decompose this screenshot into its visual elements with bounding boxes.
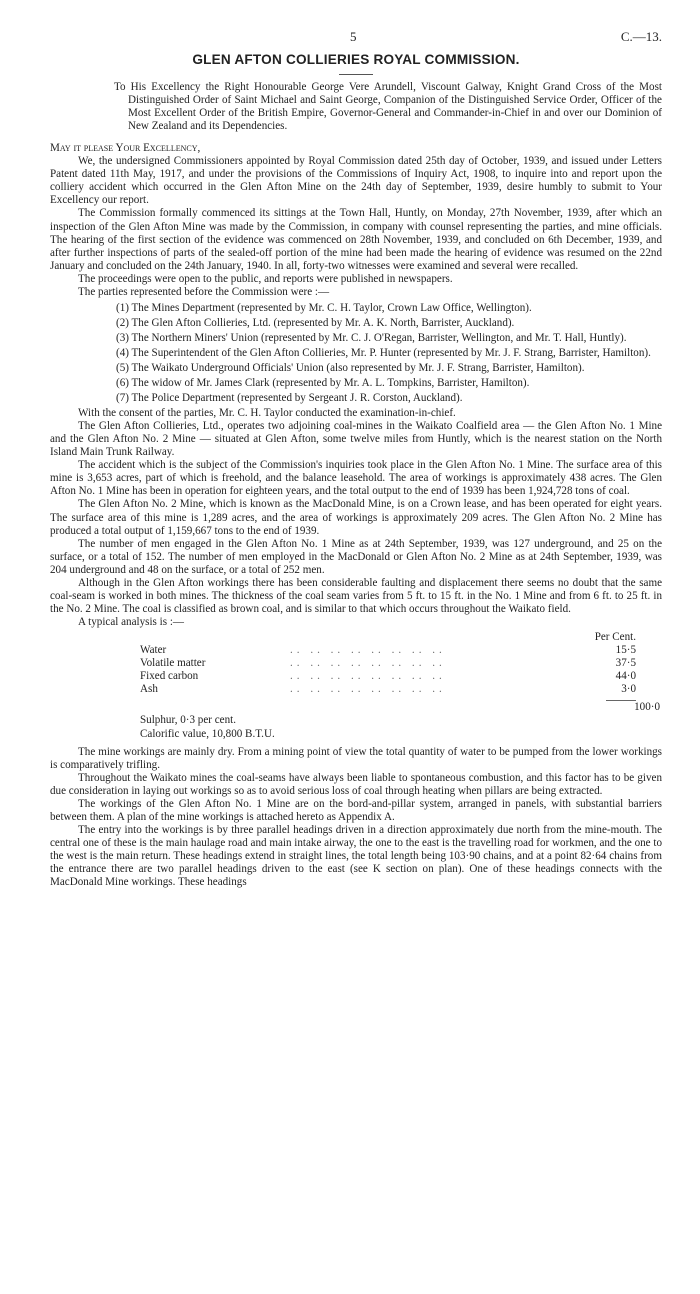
paragraph: Although in the Glen Afton workings there has been considerable faulting and displacement there seems no doubt that the same coal-seam is worked in both mines. The thickness of the coal seam varies from 5 ft. to 15 ft. in the No. 1 Mine and from 6 ft. to 25 ft. in the No. 2 Mine. The coal is classified as brown coal, and is similar to that which occurs throughout the Waikato field. [50,576,662,615]
analysis-value: 3·0 [621,683,636,696]
paragraph: The entry into the workings is by three parallel headings driven in a direction approximately due north from the mine-mouth. The central one of these is the main haulage road and main intake airway, the one to the east is the travelling road for workmen, and the one to the west is the main return. These headings extend in straight lines, the total length being 103·90 chains, and at a point 82·64 chains from the entrance there are two parallel headings driven to the east (see K section on plan). One of these headings connects with the MacDonald Mine workings. These headings [50,823,662,889]
paragraph: With the consent of the parties, Mr. C. H. Taylor conducted the examination-in-chief. [78,407,456,420]
parties-list [50,302,662,405]
paragraph: The Glen Afton Collieries, Ltd., operates two adjoining coal-mines in the Waikato Coalfield area — the Glen Afton No. 1 Mine and the Glen Afton No. 2 Mine — situated at Glen Afton, some twelve miles from Huntly, which is the nearest station on the North Island Main Trunk Railway. [50,420,662,459]
salutation: May it please Your Excellency, [50,142,201,155]
calorific-line: Calorific value, 10,800 B.T.U. [140,727,275,740]
workings-section [50,746,662,890]
leader-dots: .. .. .. .. .. .. .. .. [290,670,446,683]
paragraph: The Commission formally commenced its sittings at the Town Hall, Huntly, on Monday, 27th November, 1939, after which an inspection of the Glen Afton Mine was made by the Commission, in company with counsel representing the parties, and mine officials. The hearing of the first section of the evidence was commenced on 28th November, 1939, and concluded on 6th December, 1939, and after further inspections of parts of the sealed-off portion of the mine had been made the hearing of evidence was resumed on the 22nd January and concluded on the 24th January, 1940. In all, forty-two witnesses were examined and several were recalled. [50,207,662,272]
list-item: (4) The Superintendent of the Glen Afton Collieries, Mr. P. Hunter (represented by Mr. J. F. Strang, Barrister, Hamilton). [116,346,651,359]
list-item: (3) The Northern Miners' Union (represented by Mr. C. J. O'Regan, Barrister, Wellington, and Mr. T. Hall, Huntly). [116,331,627,344]
list-item: (1) The Mines Department (represented by Mr. C. H. Taylor, Crown Law Office, Wellington). [116,301,532,314]
title-rule [339,74,373,75]
analysis-label: Ash [140,683,158,696]
document-reference: C.—13. [620,29,662,44]
analysis-label: Fixed carbon [140,670,199,683]
address-paragraph: To His Excellency the Right Honourable George Vere Arundell, Viscount Galway, Knight Grand Cross of the Most Distinguished Order of Saint Michael and Saint George, Companion of the Distinguished Service Order, Officer of the Most Excellent Order of the British Empire, Governor-General and Commander-in-Chief in and over our Dominion of New Zealand and its Dependencies. [114,81,662,133]
analysis-total: 100·0 [634,701,660,714]
intro-section [50,155,662,299]
analysis-table [140,631,660,715]
leader-dots: .. .. .. .. .. .. .. .. [290,644,446,657]
list-item: (7) The Police Department (represented by Sergeant J. R. Corston, Auckland). [116,392,463,405]
analysis-value: 15·5 [615,644,636,657]
paragraph: Throughout the Waikato mines the coal-seams have always been liable to spontaneous combustion, and this factor has to be given due consideration in laying out workings so as to avoid serious loss of coal through heating when pillars are being extracted. [50,771,662,797]
analysis-label: Water [140,644,167,657]
list-item: (2) The Glen Afton Collieries, Ltd. (represented by Mr. A. K. North, Barrister, Auckland). [116,316,515,329]
paragraph: A typical analysis is :— [78,615,184,628]
sulphur-line: Sulphur, 0·3 per cent. [140,714,236,727]
table-row [140,644,660,657]
analysis-label: Volatile matter [140,657,206,670]
page-number: 5 [350,29,357,44]
table-row [140,683,660,696]
analysis-value: 44·0 [615,670,636,683]
analysis-header: Per Cent. [594,630,636,643]
paragraph: The parties represented before the Commission were :— [78,285,330,298]
paragraph: The proceedings were open to the public, and reports were published in newspapers. [78,272,453,285]
document-title: GLEN AFTON COLLIERIES ROYAL COMMISSION. [192,52,520,67]
list-item: (6) The widow of Mr. James Clark (represented by Mr. A. L. Tompkins, Barrister, Hamilton). [116,377,530,390]
paragraph: We, the undersigned Commissioners appointed by Royal Commission dated 25th day of October, 1939, and issued under Letters Patent dated 11th May, 1917, and under the provisions of the Commissions of Inquiry Act, 1908, to inquire into and report upon the colliery accident which occurred in the Glen Afton Mine on the 24th day of September, 1939, desire humbly to submit to Your Excellency our report. [50,155,662,207]
mine-description-section [50,407,662,629]
list-item: (5) The Waikato Underground Officials' Union (also represented by Mr. J. F. Strang, Barrister, Hamilton). [116,361,585,374]
table-row [140,670,660,683]
paragraph: The mine workings are mainly dry. From a mining point of view the total quantity of water to be pumped from the lower workings is comparatively trifling. [50,745,662,771]
paragraph: The Glen Afton No. 2 Mine, which is known as the MacDonald Mine, is on a Crown lease, and has been operated for eight years. The surface area of this mine is 1,289 acres, and the area of workings is approximately 209 acres. The Glen Afton No. 2 Mine has produced a total output of 1,159,667 tons to the end of 1939. [50,498,662,537]
page-header [50,30,662,46]
paragraph: The number of men engaged in the Glen Afton No. 1 Mine as at 24th September, 1939, was 127 underground, and 25 on the surface, or a total of 152. The number of men employed in the MacDonald or Glen Afton No. 2 Mine as at 24th September, 1939, was 204 underground and 48 on the surface, or a total of 252 men. [50,537,662,576]
table-row [140,657,660,670]
analysis-value: 37·5 [615,657,636,670]
leader-dots: .. .. .. .. .. .. .. .. [290,683,446,696]
paragraph: The workings of the Glen Afton No. 1 Mine are on the bord-and-pillar system, arranged in panels, with substantial barriers between them. A plan of the mine workings is attached hereto as Appendix A. [50,797,662,823]
leader-dots: .. .. .. .. .. .. .. .. [290,657,446,670]
paragraph: The accident which is the subject of the Commission's inquiries took place in the Glen Afton No. 1 Mine. The surface area of this mine is 3,653 acres, part of which is freehold, and the balance leasehold. The area of workings is approximately 438 acres. The Glen Afton No. 1 Mine has been in operation for eighteen years, and the total output to the end of 1939 has been 1,924,728 tons of coal. [50,459,662,498]
